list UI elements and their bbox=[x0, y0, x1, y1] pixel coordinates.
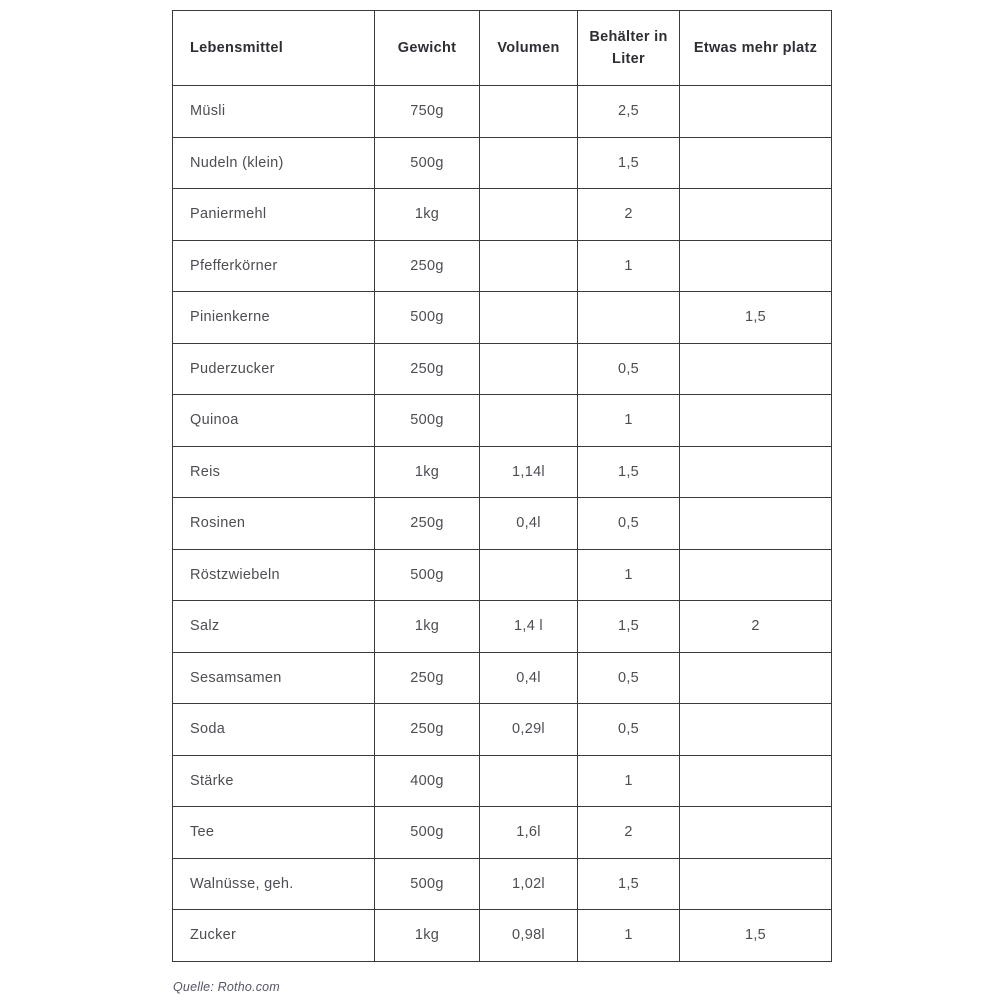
column-header-volume: Volumen bbox=[480, 11, 578, 86]
weight-cell: 250g bbox=[375, 652, 480, 704]
container-liter-cell: 1,5 bbox=[578, 446, 680, 498]
food-name-cell: Pfefferkörner bbox=[173, 240, 375, 292]
food-name-cell: Tee bbox=[173, 807, 375, 859]
more-space-cell: 1,5 bbox=[680, 910, 832, 962]
table-row bbox=[173, 86, 832, 138]
volume-cell bbox=[480, 86, 578, 138]
weight-cell: 400g bbox=[375, 755, 480, 807]
column-header-food: Lebensmittel bbox=[173, 11, 375, 86]
table-row bbox=[173, 549, 832, 601]
table-row bbox=[173, 189, 832, 241]
food-name-cell: Röstzwiebeln bbox=[173, 549, 375, 601]
volume-cell: 0,98l bbox=[480, 910, 578, 962]
weight-cell: 250g bbox=[375, 343, 480, 395]
volume-cell bbox=[480, 189, 578, 241]
table-row bbox=[173, 292, 832, 344]
food-name-cell: Paniermehl bbox=[173, 189, 375, 241]
weight-cell: 500g bbox=[375, 395, 480, 447]
volume-cell: 1,14l bbox=[480, 446, 578, 498]
food-name-cell: Puderzucker bbox=[173, 343, 375, 395]
weight-cell: 750g bbox=[375, 86, 480, 138]
volume-cell bbox=[480, 292, 578, 344]
container-liter-cell: 1,5 bbox=[578, 601, 680, 653]
container-liter-cell: 1,5 bbox=[578, 137, 680, 189]
food-name-cell: Soda bbox=[173, 704, 375, 756]
weight-cell: 500g bbox=[375, 137, 480, 189]
table-row bbox=[173, 910, 832, 962]
weight-cell: 1kg bbox=[375, 910, 480, 962]
volume-cell bbox=[480, 137, 578, 189]
more-space-cell bbox=[680, 498, 832, 550]
table-row bbox=[173, 601, 832, 653]
volume-cell bbox=[480, 240, 578, 292]
header-row bbox=[173, 11, 832, 86]
container-liter-cell: 1 bbox=[578, 549, 680, 601]
volume-cell bbox=[480, 549, 578, 601]
more-space-cell bbox=[680, 395, 832, 447]
food-name-cell: Salz bbox=[173, 601, 375, 653]
more-space-cell bbox=[680, 240, 832, 292]
more-space-cell bbox=[680, 137, 832, 189]
container-liter-cell: 1 bbox=[578, 395, 680, 447]
food-name-cell: Müsli bbox=[173, 86, 375, 138]
table-row bbox=[173, 498, 832, 550]
table-row bbox=[173, 137, 832, 189]
more-space-cell: 2 bbox=[680, 601, 832, 653]
container-liter-cell: 2 bbox=[578, 189, 680, 241]
volume-cell bbox=[480, 755, 578, 807]
table-row bbox=[173, 858, 832, 910]
volume-cell bbox=[480, 343, 578, 395]
table-row bbox=[173, 446, 832, 498]
table-row bbox=[173, 807, 832, 859]
table-row bbox=[173, 240, 832, 292]
more-space-cell bbox=[680, 189, 832, 241]
more-space-cell bbox=[680, 343, 832, 395]
volume-cell: 0,4l bbox=[480, 652, 578, 704]
weight-cell: 250g bbox=[375, 240, 480, 292]
food-name-cell: Walnüsse, geh. bbox=[173, 858, 375, 910]
volume-cell: 1,4 l bbox=[480, 601, 578, 653]
food-name-cell: Rosinen bbox=[173, 498, 375, 550]
more-space-cell bbox=[680, 704, 832, 756]
more-space-cell: 1,5 bbox=[680, 292, 832, 344]
more-space-cell bbox=[680, 858, 832, 910]
food-name-cell: Nudeln (klein) bbox=[173, 137, 375, 189]
volume-cell: 1,02l bbox=[480, 858, 578, 910]
table-row bbox=[173, 343, 832, 395]
volume-cell bbox=[480, 395, 578, 447]
container-liter-cell: 1,5 bbox=[578, 858, 680, 910]
more-space-cell bbox=[680, 86, 832, 138]
weight-cell: 500g bbox=[375, 292, 480, 344]
food-name-cell: Zucker bbox=[173, 910, 375, 962]
container-liter-cell: 1 bbox=[578, 910, 680, 962]
table-body bbox=[173, 86, 832, 962]
more-space-cell bbox=[680, 446, 832, 498]
weight-cell: 1kg bbox=[375, 446, 480, 498]
container-liter-cell: 0,5 bbox=[578, 652, 680, 704]
container-liter-cell: 1 bbox=[578, 240, 680, 292]
weight-cell: 500g bbox=[375, 549, 480, 601]
more-space-cell bbox=[680, 652, 832, 704]
container-liter-cell: 0,5 bbox=[578, 343, 680, 395]
weight-cell: 500g bbox=[375, 858, 480, 910]
more-space-cell bbox=[680, 549, 832, 601]
column-header-more-space: Etwas mehr platz bbox=[680, 11, 832, 86]
column-header-weight: Gewicht bbox=[375, 11, 480, 86]
food-name-cell: Sesamsamen bbox=[173, 652, 375, 704]
volume-cell: 0,29l bbox=[480, 704, 578, 756]
food-storage-table bbox=[172, 10, 832, 962]
source-caption: Quelle: Rotho.com bbox=[173, 980, 280, 994]
container-liter-cell: 1 bbox=[578, 755, 680, 807]
more-space-cell bbox=[680, 755, 832, 807]
column-header-container-liter: Behälter in Liter bbox=[578, 11, 680, 86]
weight-cell: 1kg bbox=[375, 601, 480, 653]
food-name-cell: Quinoa bbox=[173, 395, 375, 447]
container-liter-cell: 0,5 bbox=[578, 704, 680, 756]
container-liter-cell: 2,5 bbox=[578, 86, 680, 138]
weight-cell: 250g bbox=[375, 498, 480, 550]
table-row bbox=[173, 652, 832, 704]
container-liter-cell: 2 bbox=[578, 807, 680, 859]
container-liter-cell bbox=[578, 292, 680, 344]
food-name-cell: Stärke bbox=[173, 755, 375, 807]
food-name-cell: Pinienkerne bbox=[173, 292, 375, 344]
more-space-cell bbox=[680, 807, 832, 859]
table-row bbox=[173, 755, 832, 807]
table-row bbox=[173, 395, 832, 447]
container-liter-cell: 0,5 bbox=[578, 498, 680, 550]
weight-cell: 250g bbox=[375, 704, 480, 756]
weight-cell: 1kg bbox=[375, 189, 480, 241]
weight-cell: 500g bbox=[375, 807, 480, 859]
volume-cell: 0,4l bbox=[480, 498, 578, 550]
volume-cell: 1,6l bbox=[480, 807, 578, 859]
food-name-cell: Reis bbox=[173, 446, 375, 498]
table-row bbox=[173, 704, 832, 756]
